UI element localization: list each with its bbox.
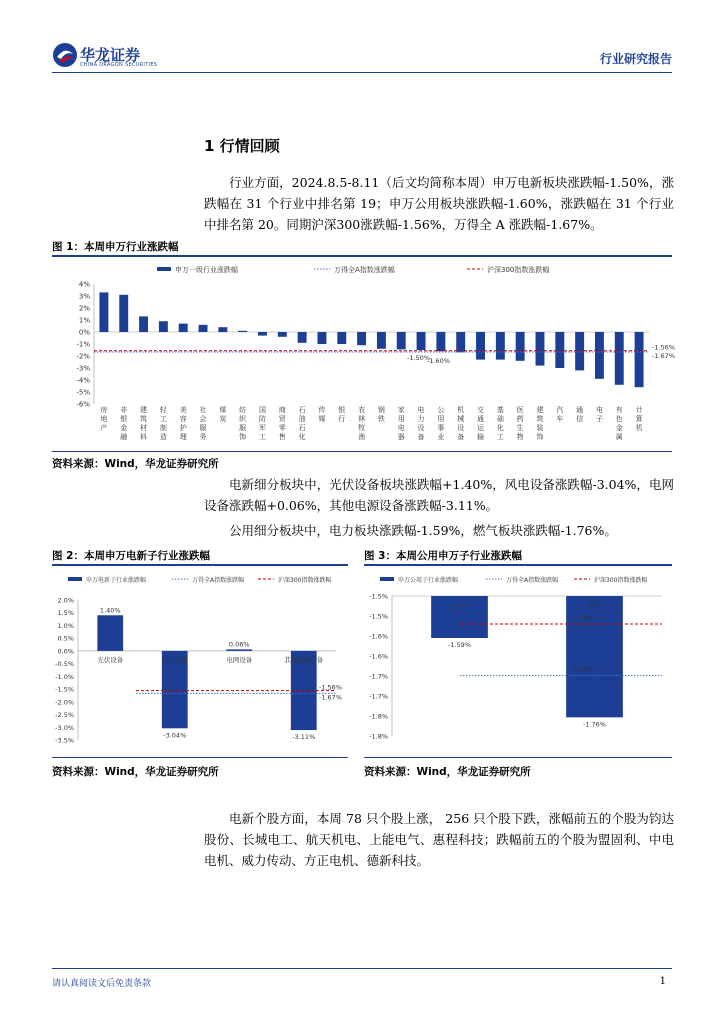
wind-value-label: -1.67% (652, 352, 675, 361)
x-tick-label: 业 (437, 433, 445, 441)
x-tick-label: 车 (556, 415, 564, 423)
bar (298, 332, 307, 343)
y-tick-label: -1.6% (369, 652, 388, 661)
bar (159, 321, 168, 332)
footer-disclaimer: 请认真阅读文后免责条款 (52, 979, 152, 989)
hs300-value-label: -1.56% (652, 343, 675, 352)
figure1-bottom-rule (52, 451, 672, 452)
y-tick-label: 4% (78, 280, 90, 289)
x-tick-label: 化 (496, 424, 504, 432)
x-tick-label: 事 (437, 424, 445, 432)
y-tick-label: 2% (78, 304, 90, 313)
bar (199, 325, 208, 332)
figure3-bottom-rule (364, 757, 672, 758)
figure1-top-rule (52, 255, 672, 257)
bar (258, 332, 267, 336)
logo-subtitle: CHINA DRAGON SECURITIES (80, 62, 158, 68)
x-tick-label: 传 (318, 406, 326, 414)
y-tick-label: -3.0% (55, 723, 74, 732)
bar (417, 332, 426, 350)
legend-label-wind: 万得全A指数涨跌幅 (192, 577, 245, 584)
x-tick-label: 电 (397, 424, 405, 432)
bar-value-label: -3.04% (163, 731, 187, 740)
x-tick-label: 零 (278, 424, 286, 432)
util-value-label: -1.60% (427, 357, 450, 366)
bar (615, 332, 624, 385)
x-tick-label: 防 (258, 415, 266, 423)
y-tick-label: -1.5% (55, 685, 74, 694)
x-tick-label: 备 (417, 433, 425, 441)
x-tick-label: 机 (457, 406, 465, 414)
bar (357, 332, 366, 345)
x-tick-label: 金 (120, 424, 128, 432)
paragraph-util-sub: 公用细分板块中，电力板块涨跌幅-1.59%，燃气板块涨跌幅-1.76%。 (229, 523, 617, 538)
section-title: 1 行情回顾 (204, 137, 280, 155)
y-tick-label: 3% (78, 292, 90, 301)
x-tick-label: 煤 (219, 406, 227, 414)
x-tick-label: 物 (516, 433, 524, 441)
x-tick-label: 筑 (140, 415, 148, 423)
x-tick-label: 社 (199, 406, 207, 414)
x-tick-label: 石 (298, 406, 306, 414)
x-tick-label: 工 (258, 433, 266, 441)
x-tick-label: 美 (179, 406, 187, 414)
x-tick-label: 房 (100, 406, 108, 414)
x-tick-label: 建 (140, 406, 148, 414)
x-tick-label: 炭 (219, 415, 227, 423)
x-tick-label: 饰 (536, 433, 544, 441)
x-tick-label: 用 (437, 415, 445, 423)
x-tick-label: 设 (457, 424, 465, 432)
wind-value-label: -1.67% (570, 665, 594, 674)
x-tick-label: 装 (536, 424, 544, 432)
x-tick-label: 器 (397, 433, 405, 441)
y-tick-label: -4% (76, 376, 90, 385)
x-tick-label: 钢 (377, 406, 385, 414)
x-tick-label: 渔 (358, 433, 366, 441)
figure1-chart (52, 258, 675, 450)
bar (139, 316, 148, 332)
bar (97, 615, 123, 651)
x-tick-label: 务 (199, 433, 207, 441)
page-number: 1 (659, 976, 666, 987)
x-tick-label: 公 (437, 406, 445, 414)
x-tick-label: 理 (179, 433, 187, 441)
x-tick-label: 计 (635, 406, 643, 414)
y-tick-label: -2% (76, 352, 90, 361)
x-tick-label: 输 (477, 433, 485, 441)
bar (516, 332, 525, 361)
bar (218, 327, 227, 332)
bar (635, 332, 644, 387)
x-tick-label: 子 (595, 415, 603, 423)
x-tick-label: 械 (457, 415, 465, 423)
x-tick-label: 产 (100, 424, 108, 432)
x-tick-label: 备 (457, 433, 465, 441)
x-tick-label: 电网设备 (226, 655, 253, 664)
x-tick-label: 汽 (556, 406, 564, 414)
paragraph-elec-sub: 电新细分板块中，光伏设备板块涨跌幅+1.40%，风电设备涨跌幅-3.04%，电网设备涨跌幅+0.06%，其他电源设备涨跌幅-3.11%。 (204, 477, 674, 513)
x-tick-label: 通 (477, 415, 485, 423)
y-tick-label: -5% (76, 388, 90, 397)
y-tick-label: -6% (76, 400, 90, 409)
bar (278, 332, 287, 337)
x-tick-label: 国 (258, 406, 266, 414)
bar (476, 332, 485, 360)
wind-value-label: -1.67% (319, 693, 342, 702)
legend-swatch-bars (380, 577, 394, 581)
x-tick-label: 属 (615, 433, 623, 441)
x-tick-label: 电 (417, 406, 425, 414)
figure1-title: 图 1：本周申万行业涨跌幅 (52, 241, 179, 253)
x-tick-label: 建 (536, 406, 544, 414)
legend-label-wind: 万得全A指数涨跌幅 (506, 577, 559, 584)
x-tick-label: 行 (338, 415, 346, 423)
x-tick-label: 服 (239, 424, 247, 432)
figure3-top-rule (364, 564, 672, 566)
bar (238, 331, 247, 332)
figure3-title: 图 3：本周公用申万子行业涨跌幅 (364, 550, 522, 562)
bar-value-label: 0.06% (228, 640, 250, 649)
bar (456, 332, 465, 352)
x-tick-label: 其他电源设备 (284, 655, 324, 664)
x-tick-label: 色 (615, 415, 623, 423)
elec-value-label: -1.50% (407, 354, 430, 362)
header-divider (52, 72, 672, 73)
y-tick-label: -0.5% (55, 660, 74, 669)
legend-label-wind: 万得全A指数涨跌幅 (334, 266, 395, 274)
y-tick-label: -1.6% (369, 632, 388, 641)
x-tick-label: 制 (159, 424, 167, 432)
y-tick-label: 1% (78, 316, 90, 325)
figure2-source: 资料来源：Wind，华龙证券研究所 (52, 766, 219, 778)
y-tick-label: -3.5% (55, 736, 74, 745)
x-tick-label: 工 (496, 433, 504, 441)
x-tick-label: 电力 (453, 602, 466, 610)
y-tick-label: 1.0% (57, 621, 74, 630)
bar-value-label: 1.40% (99, 606, 121, 615)
y-tick-label: -1% (76, 340, 90, 349)
bar (179, 324, 188, 332)
x-tick-label: 有 (615, 406, 623, 414)
x-tick-label: 会 (199, 415, 207, 423)
bar-value-label: -1.76% (583, 720, 606, 729)
x-tick-label: 金 (615, 424, 623, 432)
y-tick-label: -2.5% (55, 711, 74, 720)
paragraph-stocks: 电新个股方面，本周 78 只个股上涨， 256 只个股下跌，涨幅前五的个股为钧达股份、长城电工、航天机电、上能电气、惠程科技；跌幅前五的个股为盟固利、中电电机、威力传动、方正电机、德新科技。 (204, 811, 674, 868)
legend-label-hs300: 沪深300指数涨跌幅 (594, 577, 648, 584)
figure2-chart (52, 568, 348, 744)
bar (436, 332, 445, 351)
x-tick-label: 运 (477, 424, 485, 432)
x-tick-label: 织 (239, 415, 247, 423)
bar (397, 332, 406, 349)
x-tick-label: 算 (635, 415, 643, 423)
y-tick-label: -2.0% (55, 698, 74, 707)
x-tick-label: 化 (298, 433, 306, 441)
y-tick-label: 0.5% (57, 634, 74, 643)
x-tick-label: 服 (199, 424, 207, 432)
x-tick-label: 机 (635, 424, 643, 432)
legend-label-hs300: 沪深300指数涨跌幅 (278, 577, 332, 584)
bar (555, 332, 564, 368)
x-tick-label: 地 (100, 415, 108, 423)
y-tick-label: -3% (76, 364, 90, 373)
y-tick-label: -1.5% (369, 612, 388, 621)
x-tick-label: 风电设备 (161, 655, 188, 664)
x-tick-label: 饰 (239, 433, 247, 441)
x-tick-label: 油 (298, 415, 306, 423)
bar (317, 332, 326, 344)
legend-label-bars: 申万一级行业涨跌幅 (175, 266, 238, 274)
x-tick-label: 林 (358, 415, 366, 423)
x-tick-label: 电 (595, 406, 603, 414)
y-tick-label: -1.5% (369, 592, 388, 601)
bar (119, 295, 128, 332)
logo-name: 华龙证券 (80, 46, 141, 64)
figure2-bottom-rule (52, 757, 348, 758)
bar (226, 649, 252, 651)
legend-swatch-bars (157, 267, 171, 271)
y-tick-label: -1.7% (369, 672, 388, 681)
x-tick-label: 银 (120, 415, 128, 423)
page-header (0, 0, 724, 80)
x-tick-label: 军 (258, 424, 266, 432)
bar-value-label: -3.11% (292, 733, 316, 742)
hs300-value-label: -1.56% (319, 683, 342, 692)
x-tick-label: 光伏设备 (97, 655, 124, 664)
hs300-value-label: -1.56% (570, 614, 594, 622)
x-tick-label: 础 (496, 415, 504, 423)
y-tick-label: 2.0% (57, 596, 74, 605)
x-tick-label: 力 (417, 415, 425, 423)
x-tick-label: 生 (516, 424, 524, 432)
bar (595, 332, 604, 379)
legend-label-hs300: 沪深300指数涨跌幅 (487, 266, 550, 274)
x-tick-label: 银 (338, 406, 346, 414)
x-tick-label: 媒 (318, 415, 326, 423)
y-tick-label: 1.5% (57, 609, 74, 618)
x-tick-label: 石 (298, 424, 306, 432)
x-tick-label: 信 (576, 415, 584, 423)
x-tick-label: 材 (140, 424, 148, 432)
paragraph-industry: 行业方面，2024.8.5-8.11（后文均简称本周）申万电新板块涨跌幅-1.50%，涨跌幅在 31 个行业中排名第 19；申万公用板块涨跌幅-1.60%，涨跌幅在 31 个行业中排名第 20。同期沪深300涨跌幅-1.56%，万得全 A 涨跌幅-1.67%。 (204, 175, 674, 232)
legend-label-bars: 申万公用子行业涨跌幅 (398, 577, 459, 584)
x-tick-label: 铁 (377, 415, 385, 423)
x-tick-label: 交 (477, 406, 485, 414)
y-tick-label: 0.0% (57, 647, 74, 656)
bar (377, 332, 386, 349)
x-tick-label: 基 (496, 406, 504, 414)
x-tick-label: 售 (278, 433, 286, 441)
x-tick-label: 融 (120, 433, 128, 441)
x-tick-label: 燃气 (588, 602, 601, 610)
bar (99, 292, 108, 332)
x-tick-label: 非 (120, 406, 128, 414)
x-tick-label: 设 (417, 424, 425, 432)
x-tick-label: 轻 (159, 406, 167, 414)
x-tick-label: 农 (358, 406, 366, 414)
legend-swatch-bars (68, 577, 82, 581)
figure2-top-rule (52, 564, 348, 566)
x-tick-label: 药 (516, 415, 524, 423)
report-type: 行业研究报告 (599, 52, 672, 66)
x-tick-label: 贸 (278, 415, 286, 423)
y-tick-label: 0% (78, 328, 90, 337)
x-tick-label: 牧 (358, 424, 366, 432)
x-tick-label: 商 (278, 406, 286, 414)
y-tick-label: -1.0% (55, 672, 74, 681)
y-tick-label: -1.7% (369, 692, 388, 701)
x-tick-label: 通 (576, 406, 584, 414)
bar (496, 332, 505, 360)
x-tick-label: 料 (140, 433, 148, 441)
x-tick-label: 筑 (536, 415, 544, 423)
x-tick-label: 工 (159, 415, 167, 423)
figure3-source: 资料来源：Wind，华龙证券研究所 (364, 766, 531, 778)
x-tick-label: 纺 (239, 406, 247, 414)
y-tick-label: -1.8% (369, 732, 388, 741)
x-tick-label: 容 (179, 415, 187, 423)
bar (337, 332, 346, 344)
bar (536, 332, 545, 366)
x-tick-label: 护 (179, 424, 187, 432)
x-tick-label: 家 (397, 406, 405, 414)
legend-label-bars: 申万电新子行业涨跌幅 (86, 577, 147, 584)
footer-divider (52, 968, 672, 969)
x-tick-label: 造 (159, 433, 167, 441)
x-tick-label: 医 (516, 406, 524, 414)
y-tick-label: -1.8% (369, 712, 388, 721)
figure1-source: 资料来源：Wind，华龙证券研究所 (52, 458, 219, 470)
figure3-chart (364, 568, 672, 744)
company-logo (52, 42, 162, 72)
bar-value-label: -1.59% (448, 641, 471, 649)
x-tick-label: 用 (397, 415, 405, 423)
figure2-title: 图 2：本周申万电新子行业涨跌幅 (52, 550, 210, 562)
logo-icon (52, 42, 78, 68)
